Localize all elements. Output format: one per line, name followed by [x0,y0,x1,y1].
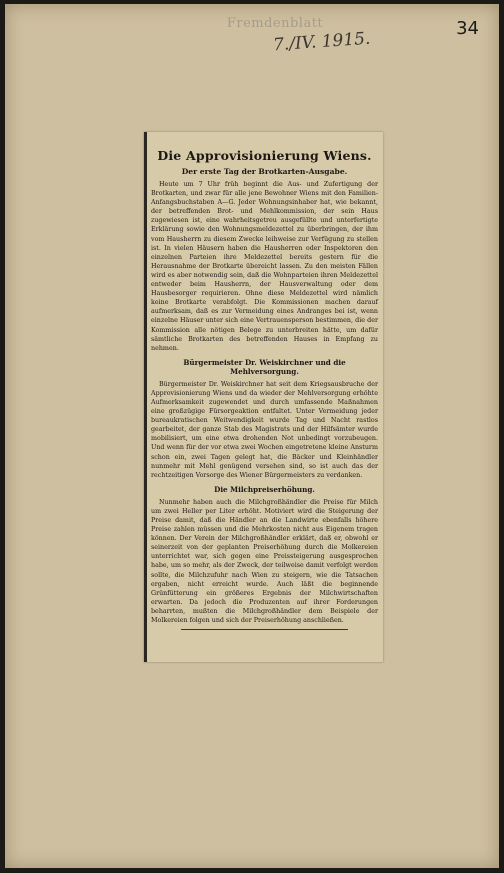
page-number: 34 [456,18,479,39]
section-title-mehlversorgung: Bürgermeister Dr. Weiskirchner und die Mehlversorgung. [183,357,346,376]
article-paragraph: Heute um 7 Uhr früh beginnt die Aus- und Zufertigung der Brotkarten, und zwar für alle jene Bewohner Wiens mit den Familien-Anfangsbuchstaben A—G. Jeder Wohnungsinhaber hat, wie bekannt, der betreffenden Brot- und Mehlkommission, der sein Haus zugewiesen ist, eine wahrheitsgetreu ausgefüllte und unterfertigte Erklärung sowie den Wohnungsmeldezettel zu überbringen, der ihm vom Hausherrn zu diesem Zwecke leihweise zur Verfügung zu stellen ist. In vielen Häusern haben die Hausherren oder Inspektoren den einzelnen Parteien ihre Meldezettel bereits gestern für die Herausnahme der Brotkarte übereicht lassen. Zu den meisten Fällen wird es aber notwendig sein, daß die Wohnparteien ihren Meldezettel entweder beim Hausherrn, der Hausverwaltung oder dem Hausbesorger requirieren. Ohne diese Meldezettel wird nämlich keine Brotkarte verabfolgt. Die Kommissionen machen darauf aufmerksam, daß es zur Vermeidung eines Andranges bei ist, wenn einzelne Häuser unter sich eine Vertrauensperson bestimmen, die der Kommission alle nötigen Belege zu unterbreiten hätte, um dafür sämtliche Brotkarten des betreffenden Hauses in Empfang zu nehmen. [151,181,378,352]
handwritten-date: 7./IV. 1915. [272,28,372,56]
article-paragraph: Nunmehr haben auch die Milchgroßhändler die Preise für Milch um zwei Heller per Liter erhöht. Motiviert wird die Steigerung der Preise damit, daß die Händler an die Landwirte ebenfalls höhere Preise zahlen müssen und die Mehrkosten nicht aus Eigenem tragen können. Der Verein der Milchgroßhändler erklärt, daß er, obwohl er seinerzeit von der geplanten Preiserhöhung durch die Molkereien unterrichtet war, sich gegen eine Preissteigerung ausgesprochen habe, um so mehr, als der Zweck, der teilweise damit verfolgt werden sollte, die Milchzufuhr nach Wien zu steigern, wie die Tatsachen ergaben, nicht erreicht wurde. Auch läßt die beginnende Grünfütterung ein größeres Ergebnis der Milchwirtschaften erwarten. Da jedoch die Produzenten auf ihrer Forderungen beharrten, mußten die Milchgroßhändler dem Beispiele der Molkereien folgen und sich der Preiserhöhung anschließen. [151,498,378,625]
section-title-milchpreis: Die Milchpreiserhöhung. [214,484,315,494]
archive-sheet [5,4,499,868]
end-rule [181,629,348,630]
article-paragraph: Bürgermeister Dr. Weiskirchner hat seit dem Kriegsausbruche der Approvisionierung Wiens und da wieder der Mehlversorgung erhöhte Aufmerksamkeit zugewendet und durch umfassende Maßnahmen eine großzügige Fürsorgeaktion entfaltet. Unter Vermeidung jeder bureaukratischen Weitwendigkeit wurde Tag und Nacht rastlos gearbeitet, der ganze Stab des Magistrats und der Hilfsämter wurde mobilisiert, um eine etwa drohenden Not unbedingt vorzubeugen. Und wenn für der vor etwa zwei Wochen eingetretene kleine Ansturm schon ein, zwei Tagen gelegt hat, die Bäcker und Kleinhändler nunmehr mit Mehl genügend versehen sind, so ist auch das der rechtzeitigen Vorsorge des Wiener Bürgermeisters zu verdanken. [151,380,378,479]
article-subtitle: Der erste Tag der Brotkarten-Ausgabe. [181,167,348,176]
newspaper-stamp: Fremdenblatt [226,16,324,31]
article-title: Die Approvisionierung Wiens. [157,148,372,163]
clipping-edge [144,132,147,662]
article [151,140,378,656]
newspaper-clipping [144,132,383,662]
